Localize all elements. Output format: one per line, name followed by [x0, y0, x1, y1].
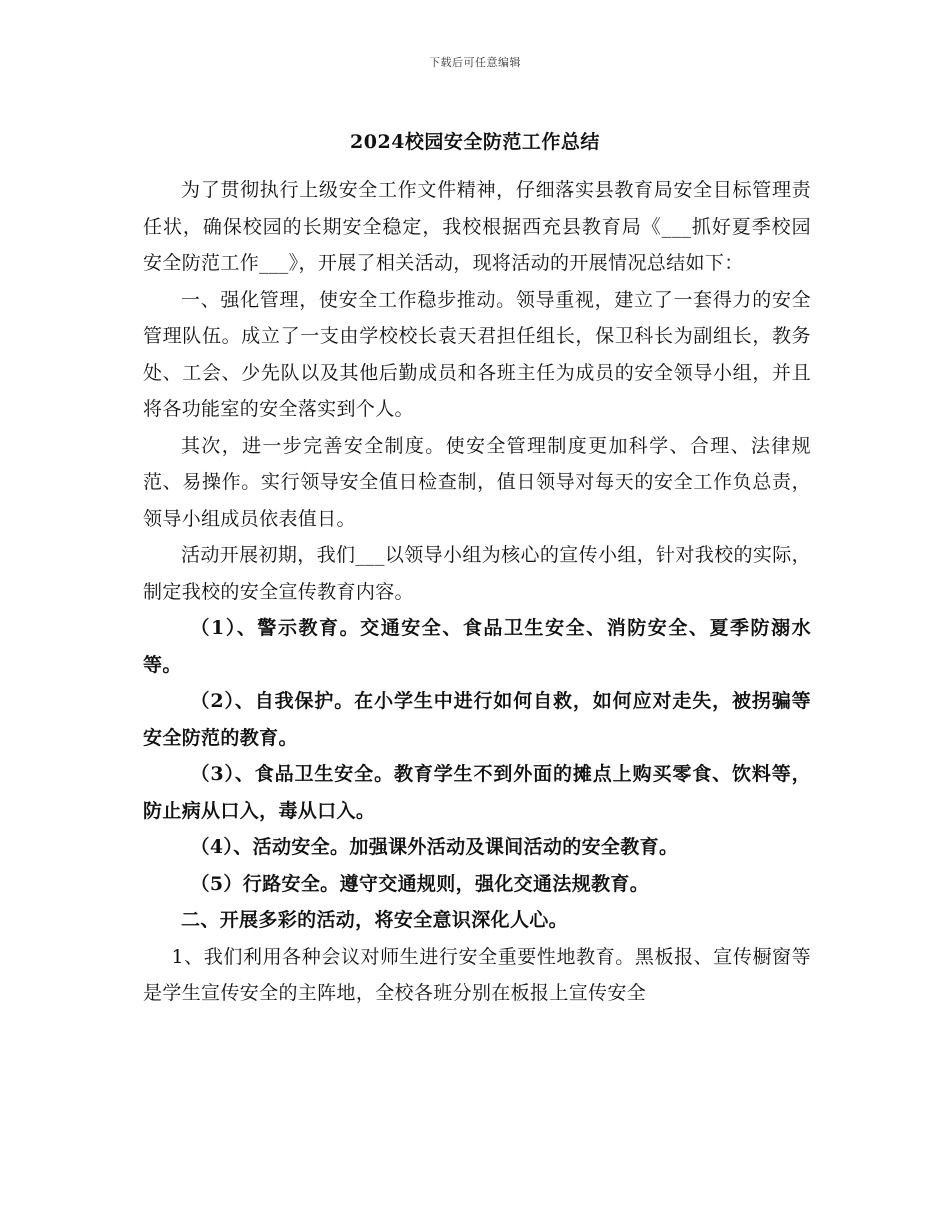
- list-item-self-protection: （2）、自我保护。在小学生中进行如何自救，如何应对走失，被拐骗等安全防范的教育。: [143, 690, 811, 749]
- list-item-warning-education: （1）、警示教育。交通安全、食品卫生安全、消防安全、夏季防溺水等。: [143, 617, 811, 676]
- paragraph-activity-start: 活动开展初期，我们___以领导小组为核心的宣传小组，针对我校的实际，制定我校的安全宣传教育内容。: [143, 544, 811, 603]
- list-item-food-safety: （3）、食品卫生安全。教育学生不到外面的摊点上购买零食、饮料等，防止病从口入，毒从口入。: [143, 763, 811, 822]
- list-item-road-safety: （5）行路安全。遵守交通规则，强化交通法规教育。: [190, 872, 650, 895]
- paragraph-meetings: 1、我们利用各种会议对师生进行安全重要性地教育。黑板报、宣传橱窗等是学生宣传安全的主阵地，全校各班分别在板报上宣传安全: [143, 945, 811, 1004]
- paragraph-section-2: 二、开展多彩的活动，将安全意识深化人心。: [181, 909, 569, 931]
- document-title: 2024校园安全防范工作总结: [350, 131, 600, 153]
- paragraph-system: 其次，进一步完善安全制度。使安全管理制度更加科学、合理、法律规范、易操作。实行领导安全值日检查制，值日领导对每天的安全工作负总责，领导小组成员依表值日。: [143, 434, 811, 530]
- document-body: [143, 172, 811, 1012]
- header-note: 下载后可任意编辑: [429, 56, 521, 69]
- list-item-activity-safety: （4）、活动安全。加强课外活动及课间活动的安全教育。: [190, 836, 679, 858]
- paragraph-section-1: 一、强化管理，使安全工作稳步推动。领导重视，建立了一套得力的安全管理队伍。成立了一支由学校校长袁天君担任组长，保卫科长为副组长，教务处、工会、少先队以及其他后勤成员和各班主任为成员的安全领导小组，并且将各功能室的安全落实到个人。: [143, 288, 811, 420]
- paragraph-intro: 为了贯彻执行上级安全工作文件精神，仔细落实县教育局安全目标管理责任状，确保校园的长期安全稳定，我校根据西充县教育局《___抓好夏季校园安全防范工作___》，开展了相关活动，现将活动的开展情况总结如下：: [143, 179, 811, 274]
